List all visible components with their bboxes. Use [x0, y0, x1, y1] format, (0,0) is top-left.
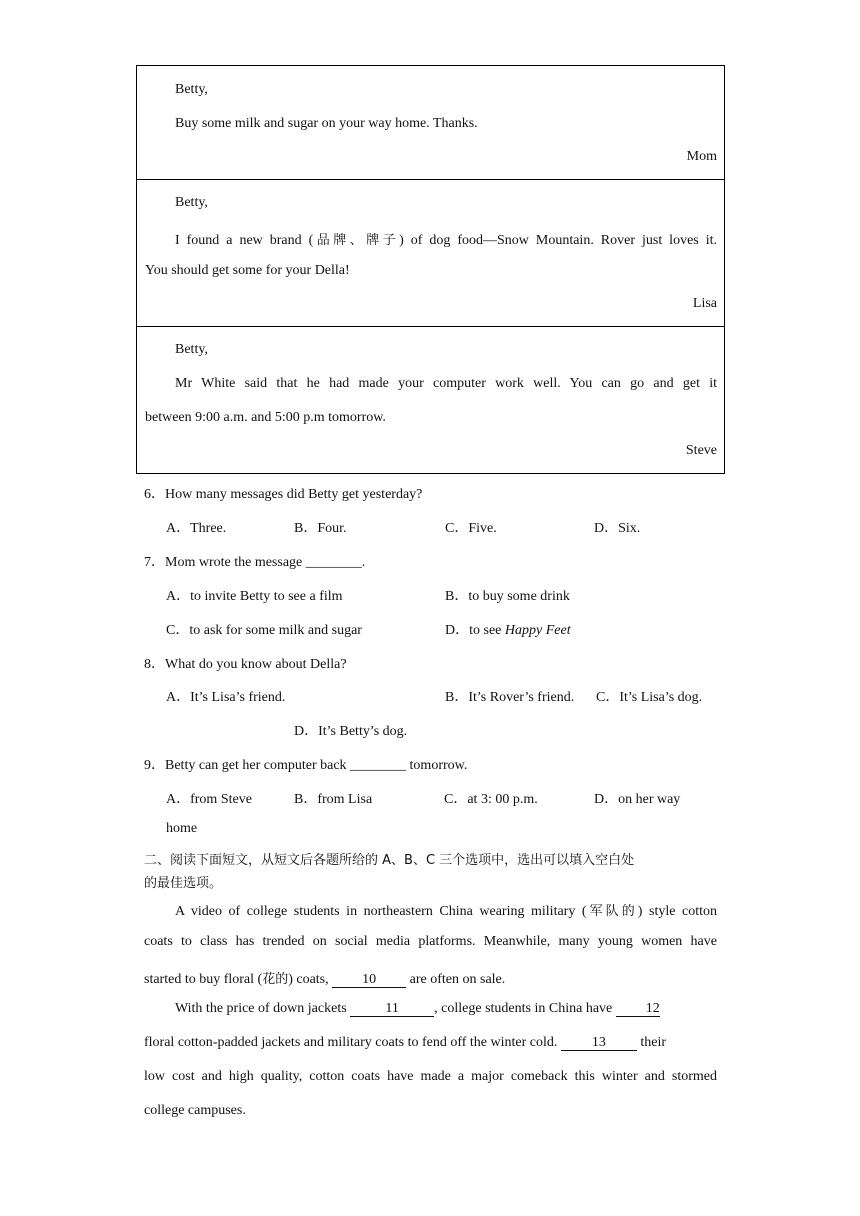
option-a[interactable]: A．from Steve: [166, 792, 252, 807]
message-signature: Lisa: [692, 296, 717, 311]
blank-11[interactable]: 11: [350, 1001, 434, 1017]
option-b[interactable]: B．It’s Rover’s friend.: [445, 690, 575, 705]
passage-text: floral cotton-padded jackets and military coats to fend off the winter cold.: [144, 1035, 561, 1050]
message-greeting: Betty,: [175, 82, 208, 97]
question-stem: [144, 754, 467, 774]
question-number: 8．: [144, 657, 165, 672]
passage-text: ) coats,: [288, 972, 333, 987]
passage-text: A video of college students in northeastern China wearing military (: [175, 904, 587, 919]
passage-line: low cost and high quality, cotton coats have made a major comeback this winter and stormed: [144, 1069, 717, 1084]
question-text: Mom wrote the message ________.: [165, 555, 366, 570]
message-greeting: Betty,: [175, 342, 208, 357]
option-film-title: Happy Feet: [504, 623, 571, 638]
passage-text: their: [636, 1035, 667, 1050]
option-b[interactable]: B．from Lisa: [294, 792, 373, 807]
message-body: Mr White said that he had made your computer work well. You can go and get it: [175, 376, 717, 391]
option-a[interactable]: A．Three.: [166, 521, 227, 536]
question-stem: [144, 653, 347, 673]
message-text: I found a new brand (: [175, 233, 314, 248]
messages-table: [136, 65, 725, 474]
message-body-cont: between 9:00 a.m. and 5:00 p.m tomorrow.: [145, 410, 386, 425]
passage-text: are often on sale.: [406, 972, 506, 987]
message-body: Buy some milk and sugar on your way home. Thanks.: [175, 116, 478, 131]
option-d-cont: home: [166, 821, 198, 836]
option-d[interactable]: [445, 619, 571, 639]
message-signature: Steve: [685, 443, 717, 458]
passage-line: [175, 1001, 717, 1017]
section-heading-cont: 的最佳选项。: [144, 876, 223, 891]
passage-line: [144, 1035, 717, 1051]
question-stem: [144, 551, 365, 571]
message-body: [175, 229, 717, 249]
option-c[interactable]: C．at 3: 00 p.m.: [444, 792, 538, 807]
message-text: ) of dog food—Snow Mountain. Rover just loves it.: [399, 233, 717, 248]
option-d[interactable]: D．It’s Betty’s dog.: [294, 724, 408, 739]
question-text: Betty can get her computer back: [165, 758, 351, 773]
blank-13[interactable]: 13: [561, 1035, 637, 1051]
option-c[interactable]: C．to ask for some milk and sugar: [166, 623, 362, 638]
message-lisa: [137, 179, 724, 326]
question-text: How many messages did Betty get yesterday?: [165, 487, 423, 502]
passage-cjk-gloss: 花的: [262, 972, 289, 987]
passage-text: , college students in China have: [434, 1001, 616, 1016]
passage-line: college campuses.: [144, 1103, 246, 1118]
message-steve: [137, 326, 724, 473]
option-a[interactable]: A．It’s Lisa’s friend.: [166, 690, 286, 705]
passage-line: [175, 900, 717, 920]
option-c[interactable]: C．It’s Lisa’s dog.: [596, 690, 703, 705]
message-cjk-gloss: 品牌、牌子: [313, 233, 400, 248]
message-mom: [137, 66, 724, 179]
passage-line: [144, 968, 505, 988]
blank-12[interactable]: 12: [616, 1001, 660, 1017]
question-number: 6．: [144, 487, 165, 502]
answer-blank: ________: [350, 758, 407, 773]
option-b[interactable]: B．Four.: [294, 521, 347, 536]
section-heading: 二、阅读下面短文，从短文后各题所给的 A、B、C 三个选项中，选出可以填入空白处: [144, 853, 635, 868]
message-greeting: Betty,: [175, 195, 208, 210]
option-d[interactable]: D．on her way: [594, 792, 681, 807]
option-d[interactable]: D．Six.: [594, 521, 641, 536]
passage-line: coats to class has trended on social media platforms. Meanwhile, many young women have: [144, 934, 717, 949]
message-signature: Mom: [686, 149, 717, 164]
option-a[interactable]: A．to invite Betty to see a film: [166, 589, 343, 604]
option-b[interactable]: B．to buy some drink: [445, 589, 570, 604]
passage-cjk-gloss: 军队的: [586, 904, 638, 919]
passage-text: ) style cotton: [637, 904, 717, 919]
blank-10[interactable]: 10: [332, 972, 406, 988]
question-stem: [144, 483, 422, 503]
question-text: What do you know about Della?: [165, 657, 347, 672]
question-text: tomorrow.: [406, 758, 468, 773]
passage-text: started to buy floral (: [144, 972, 263, 987]
message-body-cont: You should get some for your Della!: [145, 263, 350, 278]
option-text: D．to see: [445, 623, 505, 638]
question-number: 9．: [144, 758, 165, 773]
passage-text: With the price of down jackets: [175, 1001, 351, 1016]
option-c[interactable]: C．Five.: [445, 521, 497, 536]
question-number: 7．: [144, 555, 165, 570]
